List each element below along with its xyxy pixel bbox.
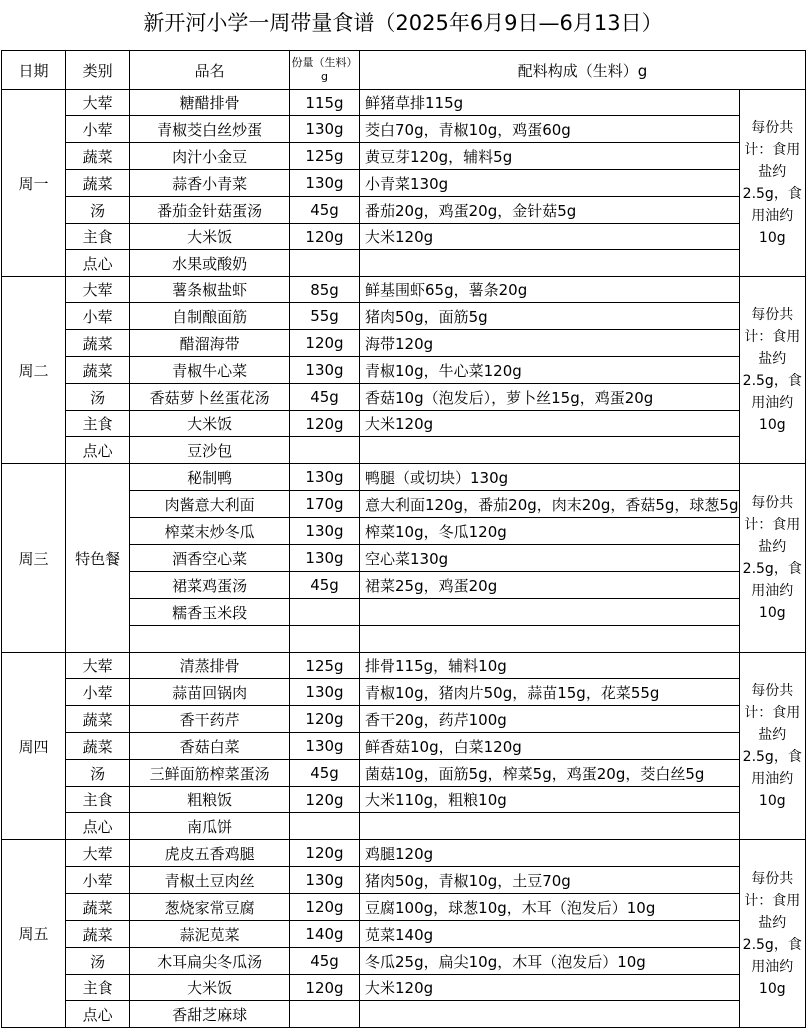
category-cell: 点心	[65, 250, 129, 277]
dish-cell: 香干药芹	[130, 706, 290, 733]
header-category: 类别	[65, 51, 129, 90]
weight-cell: 120g	[290, 787, 360, 813]
category-cell: 点心	[65, 437, 129, 464]
dish-cell: 青椒牛心菜	[130, 357, 290, 384]
weight-cell: 130g	[290, 518, 360, 545]
dish-cell: 肉汁小金豆	[130, 143, 290, 170]
dish-cell: 番茄金针菇蛋汤	[130, 197, 290, 224]
category-cell: 汤	[65, 948, 129, 975]
table-row	[2, 143, 806, 170]
weight-cell: 45g	[290, 572, 360, 599]
weight-cell: 130g	[290, 679, 360, 706]
ingredients-cell: 猪肉50g，面筋5g	[360, 303, 740, 330]
weight-cell: 45g	[290, 948, 360, 975]
weight-cell: 130g	[290, 464, 360, 491]
note-cell: 每份共计：食用盐约2.5g，食用油约10g	[739, 464, 805, 653]
dish-cell: 糯香玉米段	[130, 599, 290, 626]
dish-cell: 自制酿面筋	[130, 303, 290, 330]
category-cell: 汤	[65, 197, 129, 224]
ingredients-cell: 鲜基围虾65g，薯条20g	[360, 277, 740, 303]
table-row	[2, 894, 806, 921]
table-row	[2, 948, 806, 975]
weight-cell: 120g	[290, 840, 360, 867]
dish-cell: 大米饭	[130, 411, 290, 437]
note-cell: 每份共计：食用盐约2.5g，食用油约10g	[739, 840, 805, 1028]
dish-cell: 酒香空心菜	[130, 545, 290, 572]
day-cell: 周二	[2, 277, 66, 464]
weight-cell: 120g	[290, 411, 360, 437]
weight-cell	[290, 813, 360, 840]
weight-cell: 45g	[290, 384, 360, 411]
dish-cell: 木耳扁尖冬瓜汤	[130, 948, 290, 975]
ingredients-cell: 意大利面120g，番茄20g，肉末20g，香菇5g，球葱5g	[360, 491, 740, 518]
category-cell: 蔬菜	[65, 143, 129, 170]
dish-cell: 香甜芝麻球	[130, 1001, 290, 1028]
weight-cell: 120g	[290, 224, 360, 250]
category-cell: 大荤	[65, 277, 129, 303]
table-row	[2, 653, 806, 679]
header-ingredients: 配料构成（生料）g	[360, 51, 806, 90]
ingredients-cell: 香干20g，药芹100g	[360, 706, 740, 733]
category-cell: 大荤	[65, 840, 129, 867]
ingredients-cell: 榨菜10g，冬瓜120g	[360, 518, 740, 545]
category-cell: 大荤	[65, 90, 129, 116]
table-row	[2, 197, 806, 224]
table-row	[2, 437, 806, 464]
ingredients-cell: 大米110g，粗粮10g	[360, 787, 740, 813]
ingredients-cell	[360, 626, 740, 653]
table-row	[2, 224, 806, 250]
dish-cell: 青椒茭白丝炒蛋	[130, 116, 290, 143]
weight-cell	[290, 437, 360, 464]
day-cell: 周三	[2, 464, 66, 653]
dish-cell: 榨菜末炒冬瓜	[130, 518, 290, 545]
ingredients-cell: 茭白70g，青椒10g，鸡蛋60g	[360, 116, 740, 143]
ingredients-cell: 冬瓜25g，扁尖10g，木耳（泡发后）10g	[360, 948, 740, 975]
dish-cell: 大米饭	[130, 975, 290, 1001]
weight-cell: 130g	[290, 116, 360, 143]
ingredients-cell	[360, 250, 740, 277]
ingredients-cell	[360, 437, 740, 464]
ingredients-cell: 大米120g	[360, 411, 740, 437]
category-cell: 大荤	[65, 653, 129, 679]
header-row	[2, 51, 806, 90]
weight-cell: 85g	[290, 277, 360, 303]
ingredients-cell: 裙菜25g，鸡蛋20g	[360, 572, 740, 599]
weight-cell	[290, 599, 360, 626]
dish-cell: 裙菜鸡蛋汤	[130, 572, 290, 599]
category-cell: 汤	[65, 384, 129, 411]
table-row	[2, 921, 806, 948]
dish-cell: 豆沙包	[130, 437, 290, 464]
ingredients-cell: 黄豆芽120g，辅料5g	[360, 143, 740, 170]
category-cell: 主食	[65, 411, 129, 437]
ingredients-cell: 鸡腿120g	[360, 840, 740, 867]
dish-cell: 秘制鸭	[130, 464, 290, 491]
weight-cell: 55g	[290, 303, 360, 330]
category-cell: 蔬菜	[65, 921, 129, 948]
note-cell: 每份共计：食用盐约2.5g，食用油约10g	[739, 90, 805, 277]
table-row	[2, 975, 806, 1001]
dish-cell: 南瓜饼	[130, 813, 290, 840]
ingredients-cell: 青椒10g，猪肉片50g，蒜苗15g，花菜55g	[360, 679, 740, 706]
table-row	[2, 813, 806, 840]
weight-cell: 140g	[290, 921, 360, 948]
weight-cell: 130g	[290, 867, 360, 894]
category-cell: 点心	[65, 813, 129, 840]
category-cell: 汤	[65, 760, 129, 787]
weight-cell: 130g	[290, 733, 360, 760]
table-row	[2, 250, 806, 277]
ingredients-cell: 鲜猪草排115g	[360, 90, 740, 116]
dish-cell: 青椒土豆肉丝	[130, 867, 290, 894]
dish-cell: 糖醋排骨	[130, 90, 290, 116]
dish-cell: 肉酱意大利面	[130, 491, 290, 518]
dish-cell: 粗粮饭	[130, 787, 290, 813]
page-title: 新开河小学一周带量食谱（2025年6月9日—6月13日）	[143, 11, 663, 35]
weight-cell: 120g	[290, 975, 360, 1001]
table-row	[2, 170, 806, 197]
note-cell: 每份共计：食用盐约2.5g，食用油约10g	[739, 277, 805, 464]
category-cell: 蔬菜	[65, 170, 129, 197]
weight-cell	[290, 250, 360, 277]
table-row	[2, 411, 806, 437]
weight-cell: 125g	[290, 653, 360, 679]
table-row	[2, 90, 806, 116]
category-cell: 蔬菜	[65, 894, 129, 921]
dish-cell: 香菇萝卜丝蛋花汤	[130, 384, 290, 411]
weight-cell: 130g	[290, 357, 360, 384]
table-row	[2, 384, 806, 411]
category-cell: 点心	[65, 1001, 129, 1028]
ingredients-cell: 猪肉50g，青椒10g，土豆70g	[360, 867, 740, 894]
ingredients-cell: 青椒10g，牛心菜120g	[360, 357, 740, 384]
weight-cell: 170g	[290, 491, 360, 518]
category-cell: 蔬菜	[65, 733, 129, 760]
ingredients-cell: 空心菜130g	[360, 545, 740, 572]
dish-cell: 水果或酸奶	[130, 250, 290, 277]
ingredients-cell: 香菇10g（泡发后），萝卜丝15g，鸡蛋20g	[360, 384, 740, 411]
table-row	[2, 840, 806, 867]
ingredients-cell: 鲜香菇10g，白菜120g	[360, 733, 740, 760]
dish-cell: 清蒸排骨	[130, 653, 290, 679]
category-cell: 小荤	[65, 303, 129, 330]
table-row	[2, 679, 806, 706]
ingredients-cell	[360, 599, 740, 626]
table-row	[2, 303, 806, 330]
table-row	[2, 760, 806, 787]
table-row	[2, 330, 806, 357]
dish-cell: 蒜泥苋菜	[130, 921, 290, 948]
dish-cell: 醋溜海带	[130, 330, 290, 357]
weight-cell	[290, 1001, 360, 1028]
table-row	[2, 867, 806, 894]
category-cell: 主食	[65, 224, 129, 250]
weight-cell: 130g	[290, 170, 360, 197]
dish-cell: 葱烧家常豆腐	[130, 894, 290, 921]
ingredients-cell: 排骨115g，辅料10g	[360, 653, 740, 679]
table-row	[2, 357, 806, 384]
weight-cell: 120g	[290, 330, 360, 357]
dish-cell: 蒜苗回锅肉	[130, 679, 290, 706]
header-dish: 品名	[130, 51, 290, 90]
dish-cell: 虎皮五香鸡腿	[130, 840, 290, 867]
weight-cell: 130g	[290, 545, 360, 572]
ingredients-cell: 菌菇10g，面筋5g，榨菜5g，鸡蛋20g，茭白丝5g	[360, 760, 740, 787]
category-cell: 蔬菜	[65, 357, 129, 384]
table-row	[2, 116, 806, 143]
ingredients-cell: 小青菜130g	[360, 170, 740, 197]
header-date: 日期	[2, 51, 66, 90]
dish-cell: 薯条椒盐虾	[130, 277, 290, 303]
weight-cell: 115g	[290, 90, 360, 116]
dish-cell	[130, 626, 290, 653]
category-cell: 蔬菜	[65, 330, 129, 357]
dish-cell: 蒜香小青菜	[130, 170, 290, 197]
day-cell: 周五	[2, 840, 66, 1028]
category-cell: 主食	[65, 787, 129, 813]
table-row	[2, 787, 806, 813]
weight-cell: 45g	[290, 197, 360, 224]
weight-cell: 120g	[290, 894, 360, 921]
weight-cell	[290, 626, 360, 653]
weight-cell: 125g	[290, 143, 360, 170]
menu-table	[1, 50, 806, 1028]
ingredients-cell: 豆腐100g，球葱10g，木耳（泡发后）10g	[360, 894, 740, 921]
table-row	[2, 277, 806, 303]
category-cell: 主食	[65, 975, 129, 1001]
table-row	[2, 733, 806, 760]
category-cell: 小荤	[65, 116, 129, 143]
category-cell: 特色餐	[65, 464, 129, 653]
table-row	[2, 1001, 806, 1028]
category-cell: 小荤	[65, 867, 129, 894]
ingredients-cell	[360, 1001, 740, 1028]
category-cell: 小荤	[65, 679, 129, 706]
table-row	[2, 706, 806, 733]
dish-cell: 大米饭	[130, 224, 290, 250]
ingredients-cell: 大米120g	[360, 975, 740, 1001]
table-row	[2, 464, 806, 491]
ingredients-cell: 苋菜140g	[360, 921, 740, 948]
day-cell: 周一	[2, 90, 66, 277]
ingredients-cell: 鸭腿（或切块）130g	[360, 464, 740, 491]
weight-cell: 120g	[290, 706, 360, 733]
day-cell: 周四	[2, 653, 66, 840]
ingredients-cell: 番茄20g，鸡蛋20g，金针菇5g	[360, 197, 740, 224]
ingredients-cell	[360, 813, 740, 840]
note-cell: 每份共计：食用盐约2.5g，食用油约10g	[739, 653, 805, 840]
weight-cell: 45g	[290, 760, 360, 787]
header-weight: 份量（生料）g	[290, 51, 360, 90]
dish-cell: 三鲜面筋榨菜蛋汤	[130, 760, 290, 787]
dish-cell: 香菇白菜	[130, 733, 290, 760]
ingredients-cell: 海带120g	[360, 330, 740, 357]
ingredients-cell: 大米120g	[360, 224, 740, 250]
category-cell: 蔬菜	[65, 706, 129, 733]
